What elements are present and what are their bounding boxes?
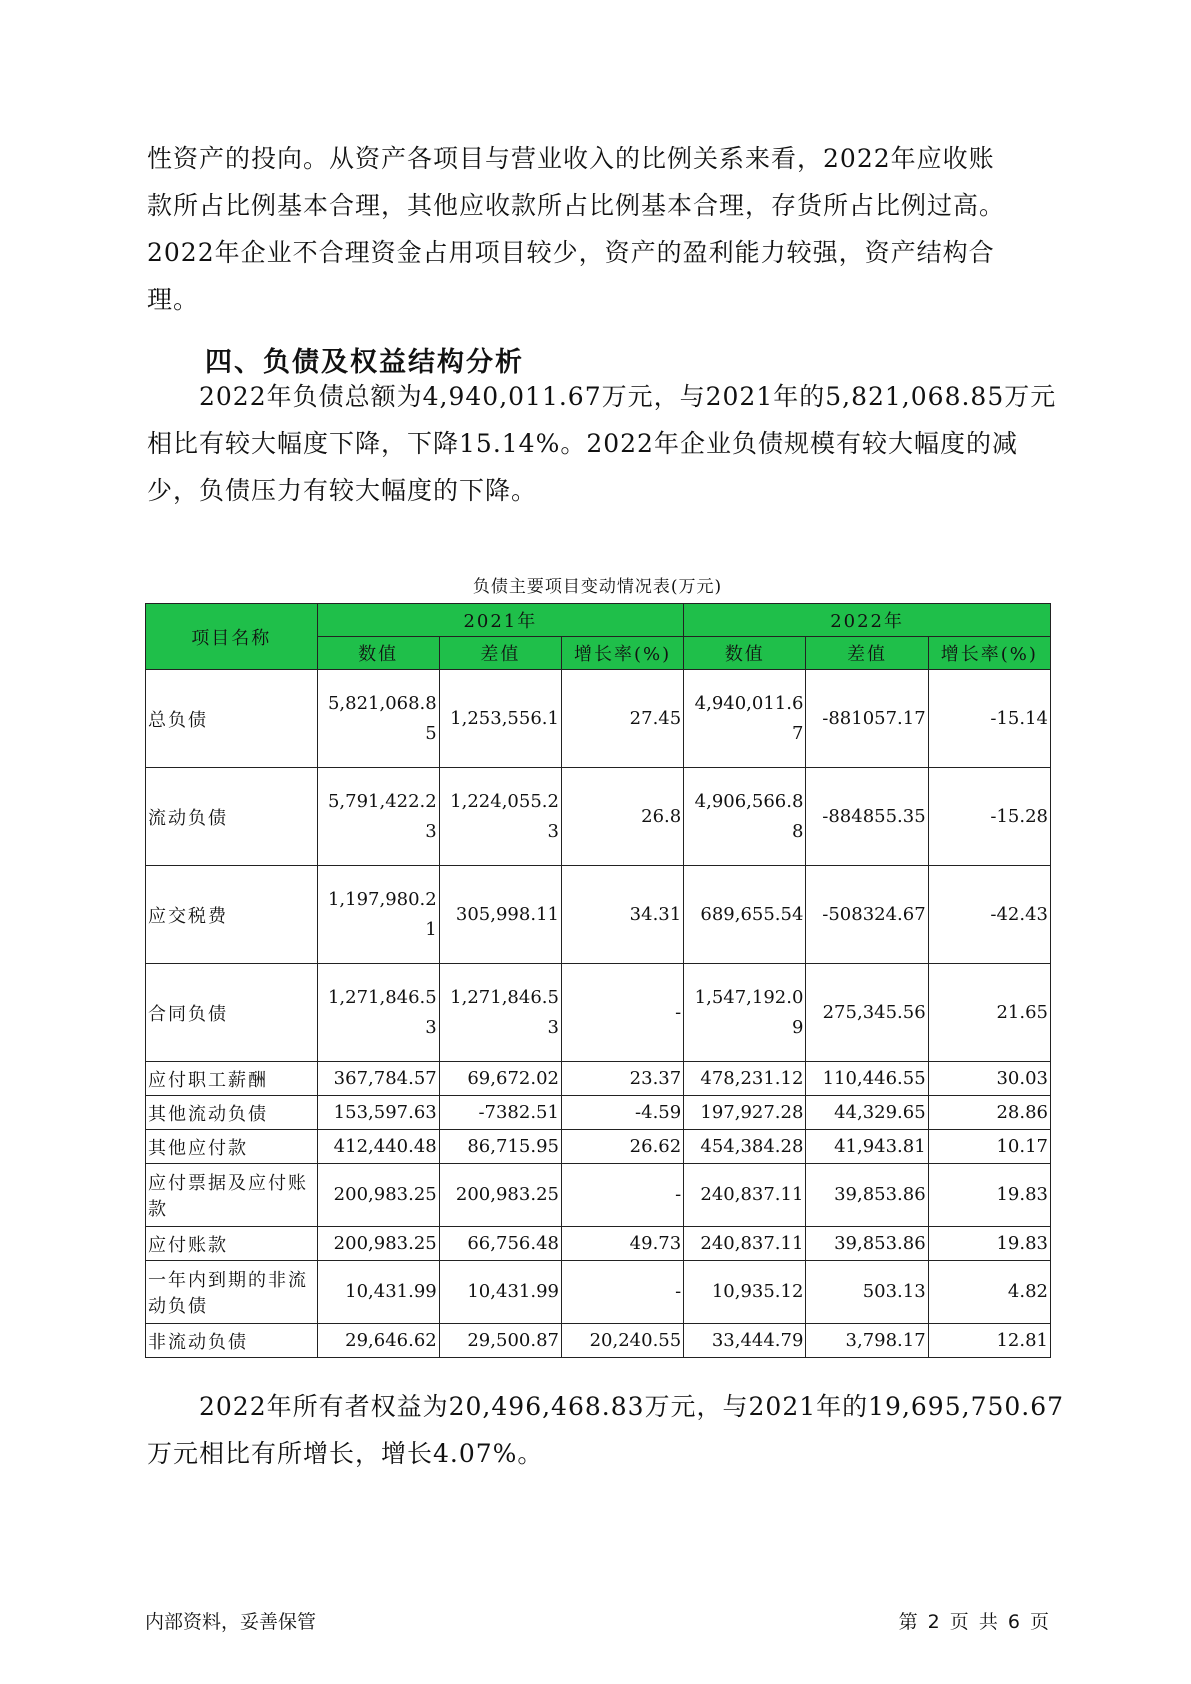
row-label: 应付票据及应付账款 [146, 1164, 318, 1227]
row-label: 应交税费 [146, 866, 318, 964]
cell-value: 12.81 [928, 1324, 1050, 1358]
table-row [146, 1261, 1051, 1324]
cell-value: 21.65 [928, 964, 1050, 1062]
header-year-2021: 2021年 [317, 604, 684, 637]
header-item-name: 项目名称 [146, 604, 318, 670]
cell-value: 26.8 [561, 768, 683, 866]
row-label: 流动负债 [146, 768, 318, 866]
cell-value: 29,500.87 [439, 1324, 561, 1358]
cell-value: 5,791,422.23 [317, 768, 439, 866]
cell-value: 200,983.25 [439, 1164, 561, 1227]
cell-value: 1,197,980.21 [317, 866, 439, 964]
cell-value: 19.83 [928, 1227, 1050, 1261]
cell-value: 153,597.63 [317, 1096, 439, 1130]
cell-value: 1,547,192.09 [684, 964, 806, 1062]
text-line: 款所占比例基本合理，其他应收款所占比例基本合理，存货所占比例过高。 [147, 191, 1006, 220]
subheader-growth-rate: 增长率(%) [928, 637, 1050, 670]
cell-value: 1,224,055.23 [439, 768, 561, 866]
row-label: 其他应付款 [146, 1130, 318, 1164]
cell-value: 19.83 [928, 1164, 1050, 1227]
cell-value: 23.37 [561, 1062, 683, 1096]
cell-value: 240,837.11 [684, 1227, 806, 1261]
text-line: 2022年所有者权益为20,496,468.83万元，与2021年的19,695,750.67 [147, 1392, 1065, 1421]
cell-value: 33,444.79 [684, 1324, 806, 1358]
cell-value: 503.13 [806, 1261, 928, 1324]
footer-confidential-note: 内部资料，妥善保管 [145, 1611, 317, 1633]
table-row [146, 1164, 1051, 1227]
header-year-2022: 2022年 [684, 604, 1051, 637]
row-label: 总负债 [146, 670, 318, 768]
paragraph-equity-summary [147, 1383, 1065, 1477]
cell-value: 28.86 [928, 1096, 1050, 1130]
section-heading: 四、负债及权益结构分析 [205, 347, 524, 378]
row-label: 应付职工薪酬 [146, 1062, 318, 1096]
cell-value: 412,440.48 [317, 1130, 439, 1164]
footer-page-number: 第 2 页 共 6 页 [898, 1611, 1049, 1633]
cell-value: 44,329.65 [806, 1096, 928, 1130]
cell-value: 4,906,566.88 [684, 768, 806, 866]
cell-value: -7382.51 [439, 1096, 561, 1130]
cell-value: 10,935.12 [684, 1261, 806, 1324]
cell-value: 34.31 [561, 866, 683, 964]
cell-value: -42.43 [928, 866, 1050, 964]
text-line: 万元相比有所增长，增长4.07%。 [147, 1439, 544, 1468]
cell-value: 4,940,011.67 [684, 670, 806, 768]
liabilities-table [145, 603, 1051, 1358]
text-line: 相比有较大幅度下降，下降15.14%。2022年企业负债规模有较大幅度的减 [147, 429, 1018, 458]
cell-value: 454,384.28 [684, 1130, 806, 1164]
row-label: 非流动负债 [146, 1324, 318, 1358]
cell-value: 200,983.25 [317, 1164, 439, 1227]
cell-value: 305,998.11 [439, 866, 561, 964]
cell-value: 478,231.12 [684, 1062, 806, 1096]
cell-value: 49.73 [561, 1227, 683, 1261]
subheader-value: 数值 [684, 637, 806, 670]
subheader-growth-rate: 增长率(%) [561, 637, 683, 670]
cell-value: 26.62 [561, 1130, 683, 1164]
cell-value: 66,756.48 [439, 1227, 561, 1261]
cell-value: 367,784.57 [317, 1062, 439, 1096]
text-line: 理。 [147, 285, 200, 314]
subheader-value: 数值 [317, 637, 439, 670]
cell-value: -15.28 [928, 768, 1050, 866]
cell-value: - [561, 1164, 683, 1227]
cell-value: -884855.35 [806, 768, 928, 866]
text-line: 性资产的投向。从资产各项目与营业收入的比例关系来看，2022年应收账 [147, 144, 995, 173]
cell-value: 1,271,846.53 [439, 964, 561, 1062]
table-row [146, 964, 1051, 1062]
cell-value: 197,927.28 [684, 1096, 806, 1130]
row-label: 合同负债 [146, 964, 318, 1062]
subheader-difference: 差值 [806, 637, 928, 670]
cell-value: 275,345.56 [806, 964, 928, 1062]
cell-value: 1,253,556.1 [439, 670, 561, 768]
cell-value: -4.59 [561, 1096, 683, 1130]
cell-value: - [561, 964, 683, 1062]
subheader-difference: 差值 [439, 637, 561, 670]
cell-value: 10,431.99 [317, 1261, 439, 1324]
cell-value: 30.03 [928, 1062, 1050, 1096]
text-line: 少，负债压力有较大幅度的下降。 [147, 476, 538, 505]
row-label: 一年内到期的非流动负债 [146, 1261, 318, 1324]
text-line: 2022年企业不合理资金占用项目较少，资产的盈利能力较强，资产结构合 [147, 238, 995, 267]
paragraph-liabilities-summary [147, 373, 1057, 514]
cell-value: 1,271,846.53 [317, 964, 439, 1062]
cell-value: 29,646.62 [317, 1324, 439, 1358]
cell-value: -508324.67 [806, 866, 928, 964]
table-row [146, 1130, 1051, 1164]
table-row [146, 768, 1051, 866]
cell-value: 39,853.86 [806, 1227, 928, 1261]
table-row [146, 670, 1051, 768]
table-row [146, 1324, 1051, 1358]
cell-value: 27.45 [561, 670, 683, 768]
table-row [146, 1096, 1051, 1130]
cell-value: 689,655.54 [684, 866, 806, 964]
cell-value: 5,821,068.85 [317, 670, 439, 768]
row-label: 其他流动负债 [146, 1096, 318, 1130]
table-row [146, 1227, 1051, 1261]
cell-value: 240,837.11 [684, 1164, 806, 1227]
cell-value: 20,240.55 [561, 1324, 683, 1358]
cell-value: 4.82 [928, 1261, 1050, 1324]
cell-value: 200,983.25 [317, 1227, 439, 1261]
cell-value: 69,672.02 [439, 1062, 561, 1096]
cell-value: 3,798.17 [806, 1324, 928, 1358]
cell-value: -881057.17 [806, 670, 928, 768]
table-row [146, 866, 1051, 964]
cell-value: 10.17 [928, 1130, 1050, 1164]
cell-value: 39,853.86 [806, 1164, 928, 1227]
row-label: 应付账款 [146, 1227, 318, 1261]
cell-value: 10,431.99 [439, 1261, 561, 1324]
cell-value: - [561, 1261, 683, 1324]
table-caption: 负债主要项目变动情况表(万元) [472, 577, 723, 597]
table-row [146, 1062, 1051, 1096]
cell-value: 86,715.95 [439, 1130, 561, 1164]
text-line: 2022年负债总额为4,940,011.67万元，与2021年的5,821,068.85万元 [147, 382, 1057, 411]
cell-value: 110,446.55 [806, 1062, 928, 1096]
cell-value: -15.14 [928, 670, 1050, 768]
paragraph-asset-summary [147, 135, 1047, 323]
cell-value: 41,943.81 [806, 1130, 928, 1164]
